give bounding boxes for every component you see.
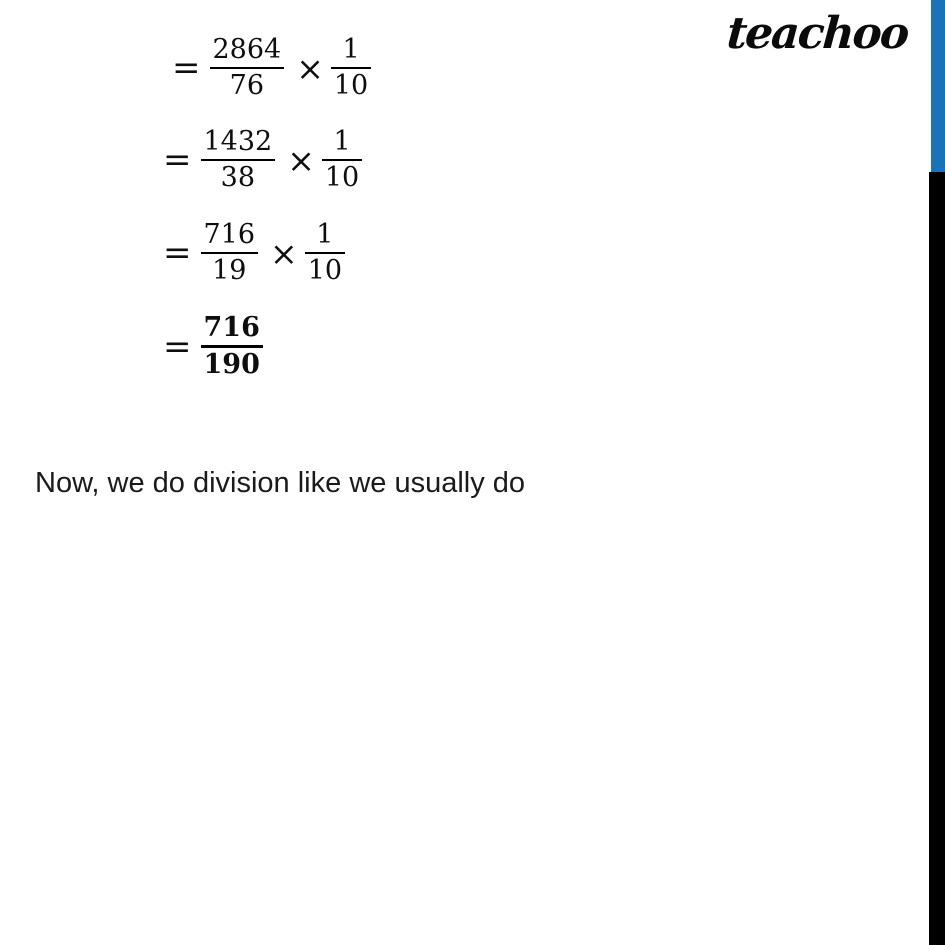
accent-bar-black bbox=[929, 172, 945, 945]
fraction bbox=[201, 128, 276, 193]
fraction-denominator: 10 bbox=[307, 255, 343, 287]
fraction bbox=[210, 36, 285, 101]
fraction bbox=[201, 314, 263, 380]
equals-sign: = bbox=[163, 233, 192, 274]
fraction-bar bbox=[201, 159, 276, 161]
equation-line-4-result bbox=[163, 314, 263, 380]
fraction-denominator: 10 bbox=[333, 70, 369, 102]
fraction-bar bbox=[210, 67, 285, 69]
teachoo-logo: teachoo bbox=[724, 8, 909, 59]
fraction-denominator: 10 bbox=[324, 162, 360, 194]
fraction bbox=[322, 128, 362, 193]
fraction bbox=[331, 36, 371, 101]
equals-sign: = bbox=[163, 326, 192, 367]
fraction-numerator: 1432 bbox=[203, 126, 273, 157]
equation-line-3 bbox=[163, 221, 345, 286]
fraction-numerator: 1 bbox=[316, 219, 334, 250]
equals-sign: = bbox=[172, 48, 201, 89]
fraction bbox=[305, 221, 345, 286]
accent-bar-blue bbox=[931, 0, 945, 172]
fraction-bar bbox=[331, 67, 371, 69]
equals-sign: = bbox=[163, 140, 192, 181]
multiply-sign: × bbox=[296, 48, 324, 88]
note-text: Now, we do division like we usually do bbox=[35, 467, 526, 499]
fraction-denominator: 19 bbox=[212, 255, 247, 287]
fraction-numerator: 1 bbox=[342, 34, 360, 65]
fraction-bar bbox=[305, 252, 345, 254]
fraction-denominator: 76 bbox=[229, 70, 265, 102]
fraction-bar bbox=[201, 345, 263, 348]
multiply-sign: × bbox=[287, 140, 315, 180]
fraction-denominator: 190 bbox=[203, 349, 260, 381]
equation-line-1 bbox=[172, 36, 371, 101]
fraction bbox=[201, 221, 259, 286]
equation-line-2 bbox=[163, 128, 362, 193]
fraction-numerator: 716 bbox=[203, 219, 256, 250]
fraction-numerator: 2864 bbox=[212, 34, 282, 65]
fraction-numerator: 716 bbox=[203, 312, 260, 343]
multiply-sign: × bbox=[270, 233, 298, 273]
fraction-bar bbox=[201, 252, 259, 254]
fraction-numerator: 1 bbox=[333, 126, 351, 157]
fraction-denominator: 38 bbox=[220, 162, 256, 194]
fraction-bar bbox=[322, 159, 362, 161]
